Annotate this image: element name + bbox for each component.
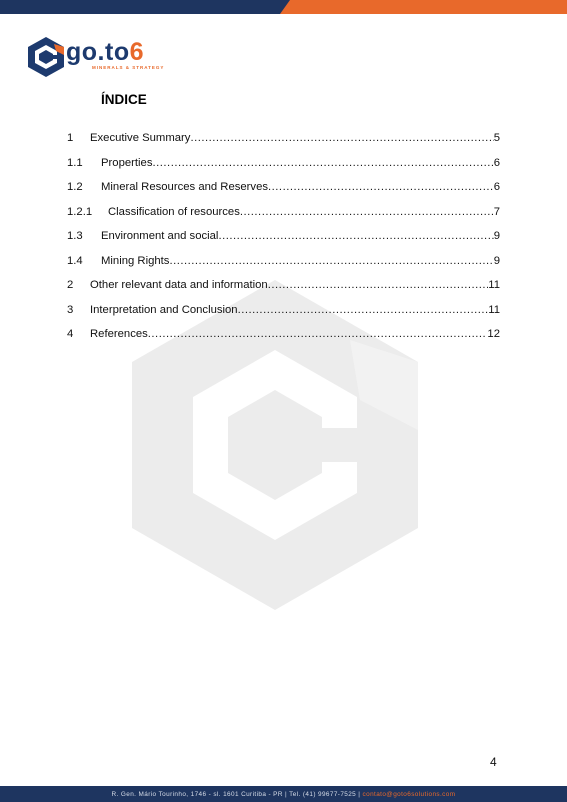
- toc-leader: [153, 157, 494, 169]
- toc-label: Mineral Resources and Reserves: [101, 181, 269, 194]
- toc-leader: [268, 279, 489, 291]
- toc-entry[interactable]: [67, 200, 500, 225]
- toc-label: Classification of resources: [108, 205, 240, 218]
- toc-entry[interactable]: [67, 126, 500, 151]
- toc-leader: [148, 328, 488, 340]
- toc-entry[interactable]: [67, 322, 500, 347]
- toc-entry[interactable]: [67, 273, 500, 298]
- footer-address: R. Gen. Mário Tourinho, 1746 - sl. 1601 Curitiba - PR | Tel. (41) 99677-7525 |: [111, 790, 363, 798]
- toc-entry[interactable]: [67, 224, 500, 249]
- toc-entry[interactable]: [67, 151, 500, 176]
- toc-number: 1.1: [67, 156, 83, 169]
- toc-number: 3: [67, 303, 74, 316]
- toc-number: 2: [67, 279, 74, 292]
- toc-leader: [218, 230, 493, 242]
- toc-page: 9: [493, 230, 500, 243]
- footer-email[interactable]: contato@goto6solutions.com: [362, 790, 456, 798]
- toc-leader: [240, 206, 494, 218]
- toc-label: References: [90, 328, 148, 341]
- toc-label: Executive Summary: [90, 132, 191, 145]
- toc-label: Environment and social: [101, 230, 219, 243]
- brand-name: go.to6: [66, 38, 144, 66]
- page-number: 4: [490, 755, 497, 769]
- toc-label: Properties: [101, 156, 153, 169]
- toc-label: Mining Rights: [101, 254, 170, 267]
- toc-page: 5: [493, 132, 500, 145]
- toc-page: 7: [493, 205, 500, 218]
- toc-page: 9: [493, 254, 500, 267]
- toc-page: 6: [493, 181, 500, 194]
- toc-label: Interpretation and Conclusion: [90, 303, 238, 316]
- toc-entry[interactable]: [67, 175, 500, 200]
- toc-page: 6: [493, 156, 500, 169]
- index-title: ÍNDICE: [101, 92, 147, 107]
- toc-page: 12: [487, 328, 500, 341]
- table-of-contents: [67, 126, 500, 347]
- footer-band: [0, 786, 567, 802]
- toc-entry[interactable]: [67, 298, 500, 323]
- toc-page: 11: [488, 279, 500, 292]
- footer-contact: [112, 791, 456, 798]
- toc-number: 1.2.1: [67, 205, 93, 218]
- toc-number: 1.4: [67, 254, 83, 267]
- toc-page: 11: [488, 303, 500, 316]
- toc-leader: [190, 132, 493, 144]
- toc-number: 4: [67, 328, 74, 341]
- brand-tagline: MINERALS & STRATEGY: [92, 65, 165, 70]
- toc-number: 1.3: [67, 230, 83, 243]
- toc-label: Other relevant data and information: [90, 279, 268, 292]
- toc-number: 1: [67, 132, 74, 145]
- toc-leader: [268, 181, 494, 193]
- toc-entry[interactable]: [67, 249, 500, 274]
- toc-leader: [238, 304, 489, 316]
- header-band: [0, 0, 567, 14]
- toc-leader: [169, 255, 493, 267]
- toc-number: 1.2: [67, 181, 83, 194]
